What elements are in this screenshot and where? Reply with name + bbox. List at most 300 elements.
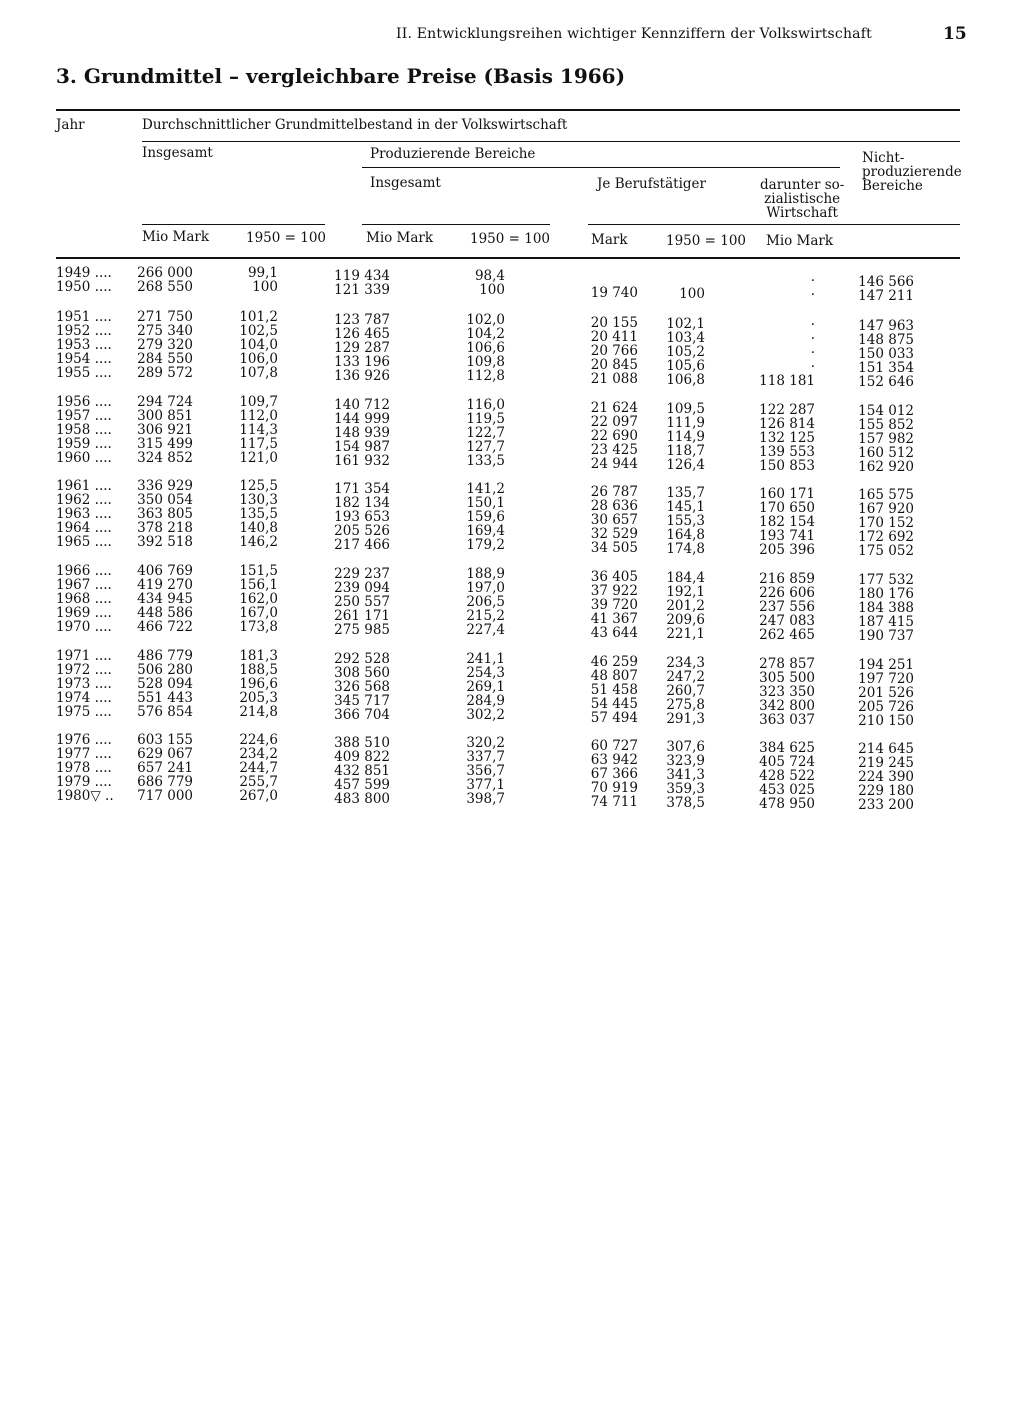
cell-col-1: 363 805 bbox=[137, 506, 193, 523]
cell-col-4: 133,5 bbox=[466, 453, 505, 470]
cell-col-6: 114,9 bbox=[666, 429, 705, 446]
cell-col-4: 241,1 bbox=[466, 651, 505, 667]
unit-je-index: 1950 = 100 bbox=[666, 233, 747, 249]
header-darunter-line-1: darunter so- bbox=[760, 177, 845, 193]
cell-col-2: 151,5 bbox=[239, 563, 278, 579]
cell-col-6: 307,6 bbox=[666, 739, 705, 755]
cell-col-4: 104,2 bbox=[466, 326, 505, 343]
row-year: 1965 .... bbox=[56, 534, 112, 551]
row-year: 1970 .... bbox=[56, 619, 112, 636]
cell-col-7: · bbox=[810, 273, 815, 289]
cell-col-1: 448 586 bbox=[137, 605, 193, 622]
cell-col-7: 160 171 bbox=[759, 486, 815, 502]
cell-col-1: 657 241 bbox=[137, 760, 193, 777]
cell-col-3: 161 932 bbox=[334, 453, 390, 470]
cell-col-4: 215,2 bbox=[466, 608, 505, 625]
cell-col-7: 262 465 bbox=[759, 627, 815, 644]
cell-col-7: 205 396 bbox=[759, 542, 815, 559]
cell-col-1: 275 340 bbox=[137, 323, 193, 340]
cell-col-6: 109,5 bbox=[666, 401, 705, 417]
cell-col-2: 205,3 bbox=[239, 690, 278, 707]
row-year: 1973 .... bbox=[56, 676, 112, 693]
cell-col-4: 206,5 bbox=[466, 594, 505, 611]
cell-col-7: 182 154 bbox=[759, 514, 815, 531]
cell-col-3: 119 434 bbox=[334, 268, 390, 284]
cell-col-5: 21 624 bbox=[590, 400, 638, 416]
rule-header-bottom bbox=[56, 257, 960, 259]
cell-col-6: 291,3 bbox=[666, 711, 705, 728]
row-year: 1956 .... bbox=[56, 394, 112, 410]
cell-col-8: 214 645 bbox=[858, 741, 914, 757]
cell-col-4: 320,2 bbox=[466, 735, 505, 751]
row-year: 1959 .... bbox=[56, 436, 112, 453]
row-year: 1949 .... bbox=[56, 265, 112, 281]
cell-col-4: 141,2 bbox=[466, 481, 505, 497]
cell-col-4: 337,7 bbox=[466, 749, 505, 766]
cell-col-2: 188,5 bbox=[239, 662, 278, 679]
cell-col-5: 70 919 bbox=[590, 780, 638, 797]
cell-col-2: 102,5 bbox=[239, 323, 278, 340]
cell-col-6: 105,2 bbox=[666, 344, 705, 361]
header-prod-insgesamt: Insgesamt bbox=[370, 175, 441, 191]
header-insgesamt: Insgesamt bbox=[142, 145, 213, 161]
cell-col-2: 255,7 bbox=[239, 774, 278, 791]
cell-col-8: 167 920 bbox=[858, 501, 914, 518]
cell-col-8: 154 012 bbox=[858, 403, 914, 419]
unit-insgesamt-mio-mark: Mio Mark bbox=[142, 229, 210, 245]
cell-col-5: 74 711 bbox=[590, 794, 638, 811]
cell-col-6: 260,7 bbox=[666, 683, 705, 700]
cell-col-8: 177 532 bbox=[858, 572, 914, 588]
cell-col-1: 300 851 bbox=[137, 408, 193, 425]
row-year: 1976 .... bbox=[56, 732, 112, 748]
cell-col-7: 278 857 bbox=[759, 656, 815, 672]
cell-col-5: 63 942 bbox=[590, 752, 638, 769]
cell-col-7: 122 287 bbox=[759, 402, 815, 418]
cell-col-5: 20 766 bbox=[590, 343, 638, 360]
cell-col-5: 19 740 bbox=[590, 285, 638, 302]
cell-col-1: 406 769 bbox=[137, 563, 193, 579]
header-darunter-line-3: Wirtschaft bbox=[766, 205, 838, 221]
row-year: 1978 .... bbox=[56, 760, 112, 777]
cell-col-2: 181,3 bbox=[239, 648, 278, 664]
cell-col-5: 20 845 bbox=[590, 357, 638, 374]
header-produzierende: Produzierende Bereiche bbox=[370, 146, 536, 162]
cell-col-1: 466 722 bbox=[137, 619, 193, 636]
cell-col-6: 145,1 bbox=[666, 499, 705, 516]
cell-col-3: 205 526 bbox=[334, 523, 390, 540]
cell-col-6: 201,2 bbox=[666, 598, 705, 615]
cell-col-8: 201 526 bbox=[858, 685, 914, 702]
cell-col-4: 269,1 bbox=[466, 679, 505, 696]
row-year: 1963 .... bbox=[56, 506, 112, 523]
cell-col-7: 193 741 bbox=[759, 528, 815, 545]
cell-col-6: 126,4 bbox=[666, 457, 705, 474]
cell-col-6: 275,8 bbox=[666, 697, 705, 714]
cell-col-8: 146 566 bbox=[858, 274, 914, 290]
cell-col-6: 209,6 bbox=[666, 612, 705, 629]
cell-col-1: 528 094 bbox=[137, 676, 193, 693]
row-year: 1967 .... bbox=[56, 577, 112, 594]
cell-col-2: 121,0 bbox=[239, 450, 278, 467]
row-year: 1960 .... bbox=[56, 450, 112, 467]
cell-col-2: 234,2 bbox=[239, 746, 278, 763]
cell-col-8: 151 354 bbox=[858, 360, 914, 377]
row-year: 1968 .... bbox=[56, 591, 112, 608]
cell-col-2: 106,0 bbox=[239, 351, 278, 368]
cell-col-7: · bbox=[810, 287, 815, 304]
row-year: 1966 .... bbox=[56, 563, 112, 579]
cell-col-5: 23 425 bbox=[590, 442, 638, 459]
cell-col-2: 125,5 bbox=[239, 478, 278, 494]
cell-col-6: 164,8 bbox=[666, 527, 705, 544]
cell-col-3: 308 560 bbox=[334, 665, 390, 682]
header-nichtproduzierende bbox=[862, 151, 962, 193]
cell-col-1: 551 443 bbox=[137, 690, 193, 707]
cell-col-2: 146,2 bbox=[239, 534, 278, 551]
cell-col-7: 323 350 bbox=[759, 684, 815, 701]
cell-col-5: 60 727 bbox=[590, 738, 638, 754]
table-title: 3. Grundmittel – vergleichbare Preise (Basis 1966) bbox=[56, 64, 626, 88]
cell-col-2: 114,3 bbox=[239, 422, 278, 439]
cell-col-7: 405 724 bbox=[759, 754, 815, 771]
cell-col-2: 167,0 bbox=[239, 605, 278, 622]
cell-col-8: 148 875 bbox=[858, 332, 914, 349]
cell-col-8: 224 390 bbox=[858, 769, 914, 786]
cell-col-7: 453 025 bbox=[759, 782, 815, 799]
rule-top bbox=[56, 109, 960, 111]
cell-col-5: 30 657 bbox=[590, 512, 638, 529]
unit-darunter-mio-mark: Mio Mark bbox=[766, 233, 834, 249]
cell-col-2: 130,3 bbox=[239, 492, 278, 509]
cell-col-2: 140,8 bbox=[239, 520, 278, 537]
cell-col-1: 284 550 bbox=[137, 351, 193, 368]
cell-col-4: 188,9 bbox=[466, 566, 505, 582]
row-year: 1974 .... bbox=[56, 690, 112, 707]
cell-col-1: 336 929 bbox=[137, 478, 193, 494]
cell-col-3: 239 094 bbox=[334, 580, 390, 597]
header-nicht-line-1: Nicht- bbox=[862, 150, 905, 166]
cell-col-6: 323,9 bbox=[666, 753, 705, 770]
cell-col-1: 268 550 bbox=[137, 279, 193, 296]
cell-col-1: 289 572 bbox=[137, 365, 193, 382]
cell-col-5: 54 445 bbox=[590, 696, 638, 713]
cell-col-3: 193 653 bbox=[334, 509, 390, 526]
row-year: 1951 .... bbox=[56, 309, 112, 325]
cell-col-2: 109,7 bbox=[239, 394, 278, 410]
cell-col-8: 194 251 bbox=[858, 657, 914, 673]
cell-col-8: 170 152 bbox=[858, 515, 914, 532]
row-year: 1964 .... bbox=[56, 520, 112, 537]
cell-col-6: 111,9 bbox=[666, 415, 705, 432]
unit-je-mark: Mark bbox=[591, 232, 628, 248]
cell-col-1: 350 054 bbox=[137, 492, 193, 509]
cell-col-7: · bbox=[810, 317, 815, 333]
cell-col-8: 172 692 bbox=[858, 529, 914, 546]
cell-col-5: 36 405 bbox=[590, 569, 638, 585]
cell-col-4: 150,1 bbox=[466, 495, 505, 512]
cell-col-6: 359,3 bbox=[666, 781, 705, 798]
cell-col-1: 324 852 bbox=[137, 450, 193, 467]
cell-col-8: 162 920 bbox=[858, 459, 914, 476]
running-head: II. Entwicklungsreihen wichtiger Kennziffern der Volkswirtschaft bbox=[396, 26, 872, 42]
cell-col-7: 132 125 bbox=[759, 430, 815, 447]
cell-col-5: 22 097 bbox=[590, 414, 638, 431]
cell-col-2: 267,0 bbox=[239, 788, 278, 805]
cell-col-1: 294 724 bbox=[137, 394, 193, 410]
cell-col-8: 165 575 bbox=[858, 487, 914, 503]
cell-col-3: 144 999 bbox=[334, 411, 390, 428]
cell-col-2: 104,0 bbox=[239, 337, 278, 354]
row-year: 1971 .... bbox=[56, 648, 112, 664]
cell-col-1: 279 320 bbox=[137, 337, 193, 354]
cell-col-8: 229 180 bbox=[858, 783, 914, 800]
cell-col-1: 506 280 bbox=[137, 662, 193, 679]
unit-prod-mio-mark: Mio Mark bbox=[366, 230, 434, 246]
row-year: 1955 .... bbox=[56, 365, 112, 382]
cell-col-7: 216 859 bbox=[759, 571, 815, 587]
cell-col-5: 28 636 bbox=[590, 498, 638, 515]
cell-col-6: 118,7 bbox=[666, 443, 705, 460]
cell-col-1: 315 499 bbox=[137, 436, 193, 453]
cell-col-8: 184 388 bbox=[858, 600, 914, 617]
cell-col-5: 57 494 bbox=[590, 710, 638, 727]
cell-col-4: 302,2 bbox=[466, 707, 505, 724]
row-year: 1957 .... bbox=[56, 408, 112, 425]
row-year: 1977 .... bbox=[56, 746, 112, 763]
row-year: 1980▽ .. bbox=[56, 788, 114, 805]
cell-col-3: 129 287 bbox=[334, 340, 390, 357]
cell-col-4: 119,5 bbox=[466, 411, 505, 428]
cell-col-4: 112,8 bbox=[466, 368, 505, 385]
cell-col-2: 162,0 bbox=[239, 591, 278, 608]
row-year: 1953 .... bbox=[56, 337, 112, 354]
cell-col-6: 221,1 bbox=[666, 626, 705, 643]
cell-col-7: 126 814 bbox=[759, 416, 815, 433]
cell-col-7: 170 650 bbox=[759, 500, 815, 517]
cell-col-6: 105,6 bbox=[666, 358, 705, 375]
row-year: 1979 .... bbox=[56, 774, 112, 791]
cell-col-1: 686 779 bbox=[137, 774, 193, 791]
cell-col-6: 135,7 bbox=[666, 485, 705, 501]
cell-col-7: · bbox=[810, 359, 815, 376]
cell-col-7: 139 553 bbox=[759, 444, 815, 461]
cell-col-3: 275 985 bbox=[334, 622, 390, 639]
cell-col-4: 377,1 bbox=[466, 777, 505, 794]
cell-col-8: 175 052 bbox=[858, 543, 914, 560]
cell-col-1: 717 000 bbox=[137, 788, 193, 805]
row-year: 1952 .... bbox=[56, 323, 112, 340]
header-je-berufstaetiger: Je Berufstätiger bbox=[597, 176, 706, 192]
cell-col-6: 100 bbox=[679, 286, 705, 303]
cell-col-3: 140 712 bbox=[334, 397, 390, 413]
cell-col-6: 341,3 bbox=[666, 767, 705, 784]
header-nicht-line-3: Bereiche bbox=[862, 178, 923, 194]
rule-unit-right bbox=[588, 224, 960, 225]
cell-col-7: 226 606 bbox=[759, 585, 815, 602]
cell-col-2: 214,8 bbox=[239, 704, 278, 721]
row-year: 1958 .... bbox=[56, 422, 112, 439]
cell-col-2: 112,0 bbox=[239, 408, 278, 425]
cell-col-4: 122,7 bbox=[466, 425, 505, 442]
cell-col-8: 197 720 bbox=[858, 671, 914, 688]
cell-col-2: 196,6 bbox=[239, 676, 278, 693]
cell-col-3: 388 510 bbox=[334, 735, 390, 751]
row-year: 1969 .... bbox=[56, 605, 112, 622]
cell-col-7: 342 800 bbox=[759, 698, 815, 715]
cell-col-6: 184,4 bbox=[666, 570, 705, 586]
cell-col-3: 171 354 bbox=[334, 481, 390, 497]
row-year: 1961 .... bbox=[56, 478, 112, 494]
cell-col-3: 148 939 bbox=[334, 425, 390, 442]
cell-col-4: 197,0 bbox=[466, 580, 505, 597]
cell-col-4: 127,7 bbox=[466, 439, 505, 456]
cell-col-6: 174,8 bbox=[666, 541, 705, 558]
cell-col-3: 366 704 bbox=[334, 707, 390, 724]
cell-col-3: 136 926 bbox=[334, 368, 390, 385]
cell-col-3: 292 528 bbox=[334, 651, 390, 667]
cell-col-3: 261 171 bbox=[334, 608, 390, 625]
cell-col-4: 227,4 bbox=[466, 622, 505, 639]
cell-col-5: 32 529 bbox=[590, 526, 638, 543]
rule-unit-left bbox=[142, 224, 325, 225]
cell-col-5: 46 259 bbox=[590, 654, 638, 670]
cell-col-1: 378 218 bbox=[137, 520, 193, 537]
cell-col-6: 103,4 bbox=[666, 330, 705, 347]
header-jahr: Jahr bbox=[56, 117, 85, 133]
rule-produzierende bbox=[362, 167, 840, 168]
header-darunter-line-2: zialistische bbox=[764, 191, 841, 207]
row-year: 1950 .... bbox=[56, 279, 112, 296]
cell-col-4: 169,4 bbox=[466, 523, 505, 540]
cell-col-4: 100 bbox=[479, 282, 505, 299]
cell-col-8: 147 211 bbox=[858, 288, 914, 305]
cell-col-5: 43 644 bbox=[590, 625, 638, 642]
cell-col-3: 126 465 bbox=[334, 326, 390, 343]
cell-col-8: 157 982 bbox=[858, 431, 914, 448]
cell-col-6: 247,2 bbox=[666, 669, 705, 686]
cell-col-2: 117,5 bbox=[239, 436, 278, 453]
cell-col-2: 173,8 bbox=[239, 619, 278, 636]
cell-col-6: 106,8 bbox=[666, 372, 705, 389]
cell-col-3: 409 822 bbox=[334, 749, 390, 766]
cell-col-8: 152 646 bbox=[858, 374, 914, 391]
cell-col-2: 135,5 bbox=[239, 506, 278, 523]
cell-col-5: 67 366 bbox=[590, 766, 638, 783]
cell-col-5: 20 411 bbox=[590, 329, 638, 346]
cell-col-8: 233 200 bbox=[858, 797, 914, 814]
cell-col-7: 478 950 bbox=[759, 796, 815, 813]
cell-col-8: 219 245 bbox=[858, 755, 914, 772]
cell-col-3: 154 987 bbox=[334, 439, 390, 456]
cell-col-3: 182 134 bbox=[334, 495, 390, 512]
cell-col-5: 21 088 bbox=[590, 371, 638, 388]
cell-col-7: · bbox=[810, 331, 815, 348]
cell-col-5: 22 690 bbox=[590, 428, 638, 445]
unit-insgesamt-index: 1950 = 100 bbox=[246, 230, 327, 246]
cell-col-7: 305 500 bbox=[759, 670, 815, 687]
cell-col-8: 160 512 bbox=[858, 445, 914, 462]
unit-prod-index: 1950 = 100 bbox=[470, 231, 551, 247]
cell-col-1: 486 779 bbox=[137, 648, 193, 664]
cell-col-2: 224,6 bbox=[239, 732, 278, 748]
cell-col-3: 483 800 bbox=[334, 791, 390, 808]
cell-col-6: 102,1 bbox=[666, 316, 705, 332]
cell-col-2: 107,8 bbox=[239, 365, 278, 382]
cell-col-3: 123 787 bbox=[334, 312, 390, 328]
cell-col-6: 192,1 bbox=[666, 584, 705, 601]
cell-col-5: 51 458 bbox=[590, 682, 638, 699]
cell-col-7: 247 083 bbox=[759, 613, 815, 630]
cell-col-4: 116,0 bbox=[466, 397, 505, 413]
cell-col-8: 150 033 bbox=[858, 346, 914, 363]
row-year: 1975 .... bbox=[56, 704, 112, 721]
cell-col-1: 419 270 bbox=[137, 577, 193, 594]
cell-col-5: 48 807 bbox=[590, 668, 638, 685]
row-year: 1972 .... bbox=[56, 662, 112, 679]
cell-col-8: 205 726 bbox=[858, 699, 914, 716]
cell-col-3: 345 717 bbox=[334, 693, 390, 710]
cell-col-8: 155 852 bbox=[858, 417, 914, 434]
cell-col-1: 576 854 bbox=[137, 704, 193, 721]
cell-col-7: 118 181 bbox=[759, 373, 815, 390]
cell-col-6: 234,3 bbox=[666, 655, 705, 671]
cell-col-1: 629 067 bbox=[137, 746, 193, 763]
cell-col-1: 271 750 bbox=[137, 309, 193, 325]
cell-col-8: 147 963 bbox=[858, 318, 914, 334]
cell-col-3: 229 237 bbox=[334, 566, 390, 582]
cell-col-3: 457 599 bbox=[334, 777, 390, 794]
cell-col-1: 603 155 bbox=[137, 732, 193, 748]
cell-col-4: 159,6 bbox=[466, 509, 505, 526]
cell-col-2: 99,1 bbox=[247, 265, 278, 281]
cell-col-7: 237 556 bbox=[759, 599, 815, 616]
cell-col-7: · bbox=[810, 345, 815, 362]
cell-col-5: 39 720 bbox=[590, 597, 638, 614]
cell-col-2: 244,7 bbox=[239, 760, 278, 777]
cell-col-4: 356,7 bbox=[466, 763, 505, 780]
cell-col-4: 98,4 bbox=[474, 268, 505, 284]
cell-col-2: 100 bbox=[252, 279, 278, 296]
cell-col-5: 37 922 bbox=[590, 583, 638, 600]
cell-col-8: 190 737 bbox=[858, 628, 914, 645]
cell-col-8: 187 415 bbox=[858, 614, 914, 631]
cell-col-4: 284,9 bbox=[466, 693, 505, 710]
cell-col-7: 428 522 bbox=[759, 768, 815, 785]
cell-col-4: 106,6 bbox=[466, 340, 505, 357]
cell-col-3: 326 568 bbox=[334, 679, 390, 696]
cell-col-7: 150 853 bbox=[759, 458, 815, 475]
cell-col-4: 254,3 bbox=[466, 665, 505, 682]
cell-col-4: 398,7 bbox=[466, 791, 505, 808]
cell-col-5: 26 787 bbox=[590, 484, 638, 500]
cell-col-1: 392 518 bbox=[137, 534, 193, 551]
cell-col-3: 217 466 bbox=[334, 537, 390, 554]
cell-col-4: 109,8 bbox=[466, 354, 505, 371]
cell-col-1: 266 000 bbox=[137, 265, 193, 281]
cell-col-5: 41 367 bbox=[590, 611, 638, 628]
cell-col-8: 180 176 bbox=[858, 586, 914, 603]
rule-unit-middle bbox=[362, 224, 550, 225]
cell-col-3: 432 851 bbox=[334, 763, 390, 780]
cell-col-2: 156,1 bbox=[239, 577, 278, 594]
row-year: 1962 .... bbox=[56, 492, 112, 509]
cell-col-8: 210 150 bbox=[858, 713, 914, 730]
cell-col-5: 20 155 bbox=[590, 315, 638, 331]
page-number: 15 bbox=[943, 24, 967, 44]
cell-col-7: 384 625 bbox=[759, 740, 815, 756]
cell-col-1: 306 921 bbox=[137, 422, 193, 439]
